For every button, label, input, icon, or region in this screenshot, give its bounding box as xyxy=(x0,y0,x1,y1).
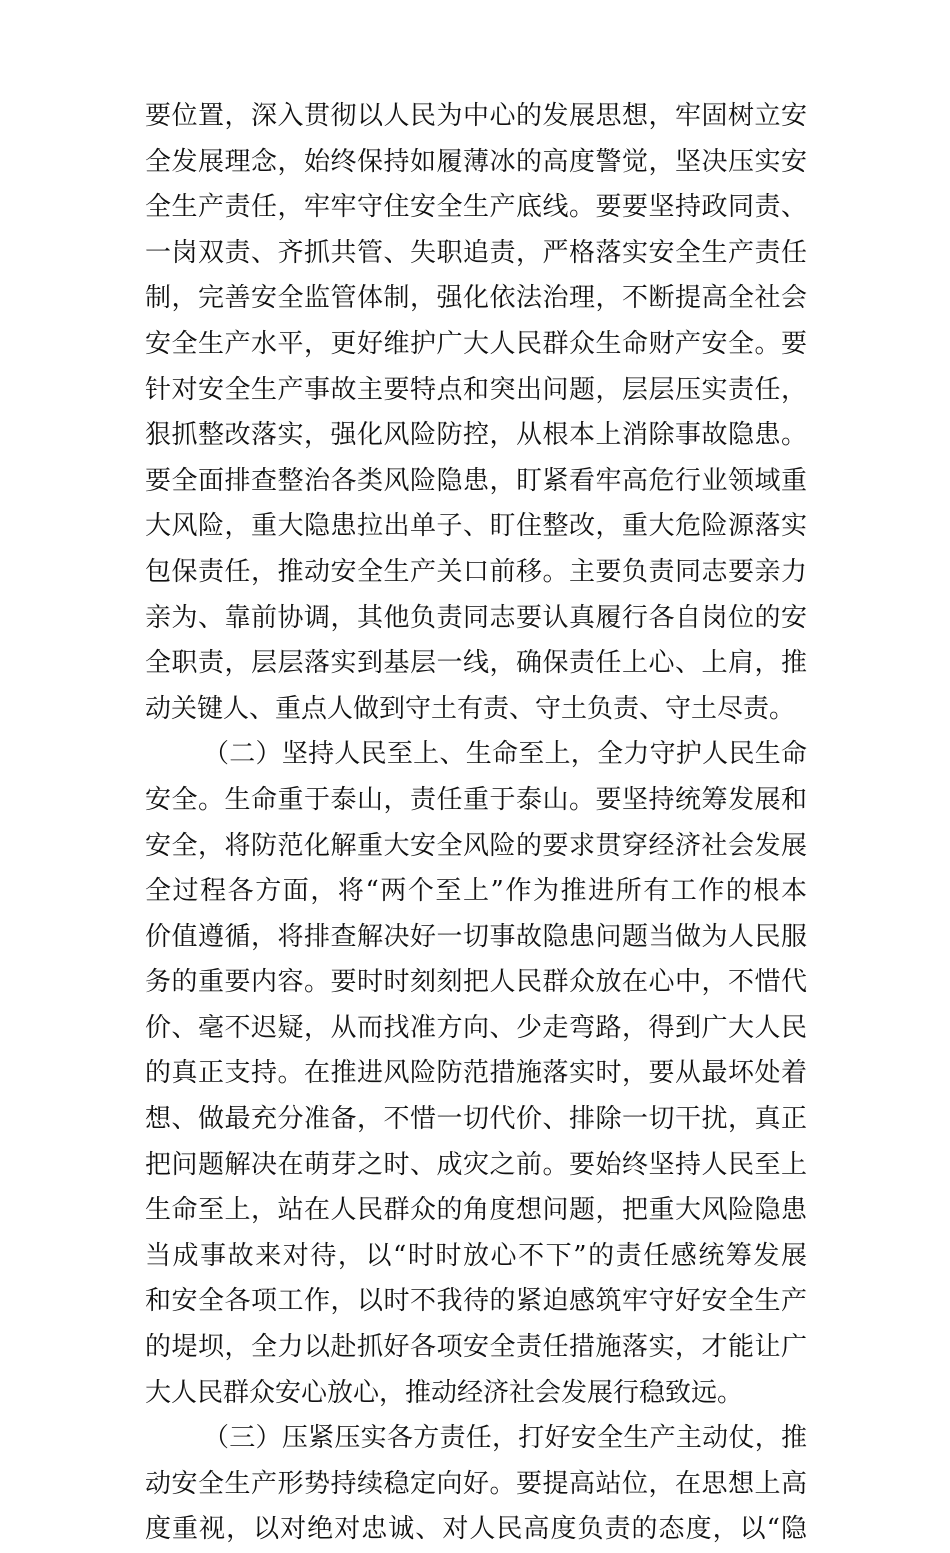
section-heading-line: （二）坚持人民至上、生命至上，全力守护人民生命 xyxy=(203,739,807,770)
text-line: 安全。生命重于泰山，责任重于泰山。要坚持统筹发展和 xyxy=(145,784,807,815)
text-line: 要全面排查整治各类风险隐患，盯紧看牢高危行业领域重 xyxy=(145,465,807,496)
text-line: 安全生产水平，更好维护广大人民群众生命财产安全。要 xyxy=(145,328,807,359)
text-line: 大风险，重大隐患拉出单子、盯住整改，重大危险源落实 xyxy=(145,511,807,542)
text-line: 生命至上，站在人民群众的角度想问题，把重大风险隐患 xyxy=(145,1195,807,1226)
text-line: 当成事故来对待，以“时时放心不下”的责任感统筹发展 xyxy=(145,1240,807,1271)
text-line: 动关键人、重点人做到守土有责、守土负责、守土尽责。 xyxy=(145,693,796,724)
document-page xyxy=(145,94,807,1553)
text-line: 价值遵循，将排查解决好一切事故隐患问题当做为人民服 xyxy=(145,921,807,952)
text-line: 和安全各项工作，以时不我待的紧迫感筑牢守好安全生产 xyxy=(145,1286,807,1317)
text-line: 全发展理念，始终保持如履薄冰的高度警觉，坚决压实安 xyxy=(145,146,807,177)
text-line: 亲为、靠前协调，其他负责同志要认真履行各自岗位的安 xyxy=(145,602,807,633)
text-line: 全职责，层层落实到基层一线，确保责任上心、上肩，推 xyxy=(145,648,807,679)
text-line: 一岗双责、齐抓共管、失职追责，严格落实安全生产责任 xyxy=(145,237,807,268)
section-heading-line: （三）压紧压实各方责任，打好安全生产主动仗，推 xyxy=(203,1423,807,1454)
text-line: 价、毫不迟疑，从而找准方向、少走弯路，得到广大人民 xyxy=(145,1012,807,1043)
text-line: 包保责任，推动安全生产关口前移。主要负责同志要亲力 xyxy=(145,556,807,587)
text-line: 针对安全生产事故主要特点和突出问题，层层压实责任， xyxy=(145,374,807,405)
text-line: 安全，将防范化解重大安全风险的要求贯穿经济社会发展 xyxy=(145,830,807,861)
text-line: 动安全生产形势持续稳定向好。要提高站位，在思想上高 xyxy=(145,1468,807,1499)
text-line: 大人民群众安心放心，推动经济社会发展行稳致远。 xyxy=(145,1377,744,1408)
text-line: 狠抓整改落实，强化风险防控，从根本上消除事故隐患。 xyxy=(145,420,807,451)
text-line: 想、做最充分准备，不惜一切代价、排除一切干扰，真正 xyxy=(145,1104,807,1135)
text-line: 要位置，深入贯彻以人民为中心的发展思想，牢固树立安 xyxy=(145,101,807,131)
text-line: 把问题解决在萌芽之时、成灾之前。要始终坚持人民至上 xyxy=(145,1149,807,1180)
text-line: 务的重要内容。要时时刻刻把人民群众放在心中，不惜代 xyxy=(145,967,807,998)
text-line: 全生产责任，牢牢守住安全生产底线。要要坚持政同责、 xyxy=(145,192,807,223)
text-line: 度重视，以对绝对忠诚、对人民高度负责的态度，以“隐 xyxy=(145,1514,807,1545)
text-line: 的堤坝，全力以赴抓好各项安全责任措施落实，才能让广 xyxy=(145,1332,807,1363)
text-line: 的真正支持。在推进风险防范措施落实时，要从最坏处着 xyxy=(145,1058,807,1089)
text-line: 制，完善安全监管体制，强化依法治理，不断提高全社会 xyxy=(145,283,807,314)
text-line: 全过程各方面，将“两个至上”作为推进所有工作的根本 xyxy=(145,876,807,907)
